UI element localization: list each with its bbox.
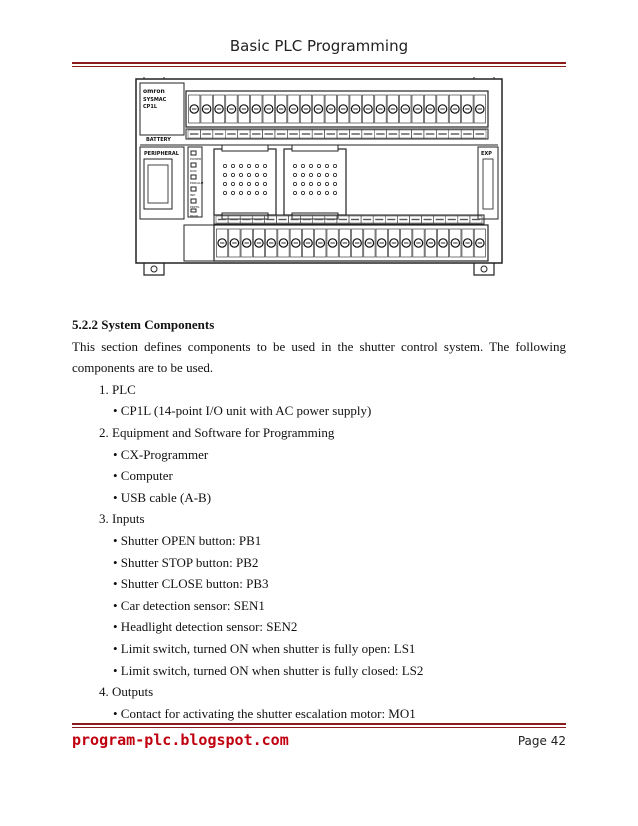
list-item: • Shutter CLOSE button: PB3 — [113, 576, 269, 592]
status-label-bkup: BKUP — [190, 214, 198, 218]
list-item: • CP1L (14-point I/O unit with AC power supply) — [113, 403, 372, 419]
slot-pin — [325, 173, 328, 176]
slot-pin — [309, 182, 312, 185]
list-heading-outputs: 4. Outputs — [99, 684, 154, 700]
slot-pin — [223, 173, 226, 176]
list-heading-inputs: 3. Inputs — [99, 511, 145, 527]
status-led-column — [188, 147, 204, 218]
list-item: • Limit switch, turned ON when shutter is fully open: LS1 — [113, 640, 416, 656]
status-label-power: POWER — [190, 157, 202, 161]
slot-pin — [239, 182, 242, 185]
section-intro: This section defines components to be used in the shutter control system. The following components are to be used. — [72, 338, 566, 376]
slot-pin — [255, 173, 258, 176]
slot-pin — [293, 164, 296, 167]
brand-line-3: CP1L — [143, 104, 157, 110]
slot-pin — [333, 164, 336, 167]
list-item: • Shutter STOP button: PB2 — [113, 554, 259, 570]
list-item: • Headlight detection sensor: SEN2 — [113, 619, 298, 635]
peripheral-label: PERIPHERAL — [144, 151, 179, 157]
slot-pin — [263, 173, 266, 176]
slot-pin — [293, 173, 296, 176]
slot-pin — [263, 191, 266, 194]
slot-pin — [301, 182, 304, 185]
list-item: • Contact for activating the shutter escalation motor: MO1 — [113, 705, 416, 721]
slot-pin — [293, 191, 296, 194]
slot-pin — [301, 173, 304, 176]
list-item: • CX-Programmer — [113, 446, 209, 462]
section-title: 5.2.2 System Components — [72, 317, 215, 332]
slot-pin — [239, 173, 242, 176]
slot-pin — [333, 182, 336, 185]
slot-pin — [231, 191, 234, 194]
footer-rule-thin — [72, 727, 566, 728]
slot-pin — [223, 191, 226, 194]
slot-pin — [263, 182, 266, 185]
page-header-title: Basic PLC Programming — [229, 37, 409, 55]
slot-pin — [247, 164, 250, 167]
list-item: • Car detection sensor: SEN1 — [113, 597, 265, 613]
brand-line-1: omron — [143, 88, 165, 95]
exp-label: EXP — [481, 151, 492, 157]
slot-pin — [301, 191, 304, 194]
slot-pin — [247, 182, 250, 185]
list-item: • Computer — [113, 468, 173, 484]
slot-pin — [223, 164, 226, 167]
slot-pin — [325, 164, 328, 167]
slot-pin — [293, 182, 296, 185]
slot-pin — [317, 173, 320, 176]
slot-pin — [231, 164, 234, 167]
slot-pin — [333, 173, 336, 176]
list-item: • Shutter OPEN button: PB1 — [113, 532, 262, 548]
slot-pin — [231, 182, 234, 185]
status-label-inh: INH — [190, 193, 196, 197]
option-slot-left — [214, 145, 276, 219]
slot-pin — [239, 191, 242, 194]
slot-pin — [309, 164, 312, 167]
top-terminal-labels — [188, 130, 486, 138]
brand-line-2: SYSMAC — [143, 97, 167, 103]
slot-pin — [255, 182, 258, 185]
bottom-terminal-row — [217, 229, 486, 257]
slot-pin — [317, 182, 320, 185]
option-slot-right — [284, 145, 346, 219]
slot-pin — [325, 182, 328, 185]
list-item: • Limit switch, turned ON when shutter is fully closed: LS2 — [113, 662, 424, 678]
list-item: • USB cable (A-B) — [113, 489, 212, 505]
page-content — [72, 314, 566, 724]
footer-rule — [72, 723, 566, 725]
slot-pin — [255, 191, 258, 194]
battery-label: BATTERY — [146, 137, 171, 143]
status-label-run: RUN — [190, 169, 197, 173]
list-heading-plc: 1. PLC — [99, 381, 136, 397]
top-terminal-row — [189, 95, 486, 123]
slot-pin — [309, 191, 312, 194]
status-label-prphl: PRPHL — [190, 205, 200, 209]
list-heading-equipment: 2. Equipment and Software for Programming — [99, 424, 335, 440]
page-number: Page 42 — [517, 734, 566, 748]
status-label-err: ERR/ALM — [190, 181, 204, 185]
header-rule-thin — [72, 66, 566, 67]
header-rule — [72, 62, 566, 64]
slot-pin — [255, 164, 258, 167]
slot-pin — [247, 191, 250, 194]
slot-pin — [263, 164, 266, 167]
footer-site-link[interactable]: program-plc.blogspot.com — [72, 731, 289, 749]
slot-pin — [333, 191, 336, 194]
slot-pin — [231, 173, 234, 176]
slot-pin — [239, 164, 242, 167]
plc-unit-drawing — [134, 77, 504, 277]
slot-pin — [317, 164, 320, 167]
slot-pin — [325, 191, 328, 194]
slot-pin — [301, 164, 304, 167]
slot-pin — [309, 173, 312, 176]
slot-pin — [317, 191, 320, 194]
slot-pin — [247, 173, 250, 176]
slot-pin — [223, 182, 226, 185]
